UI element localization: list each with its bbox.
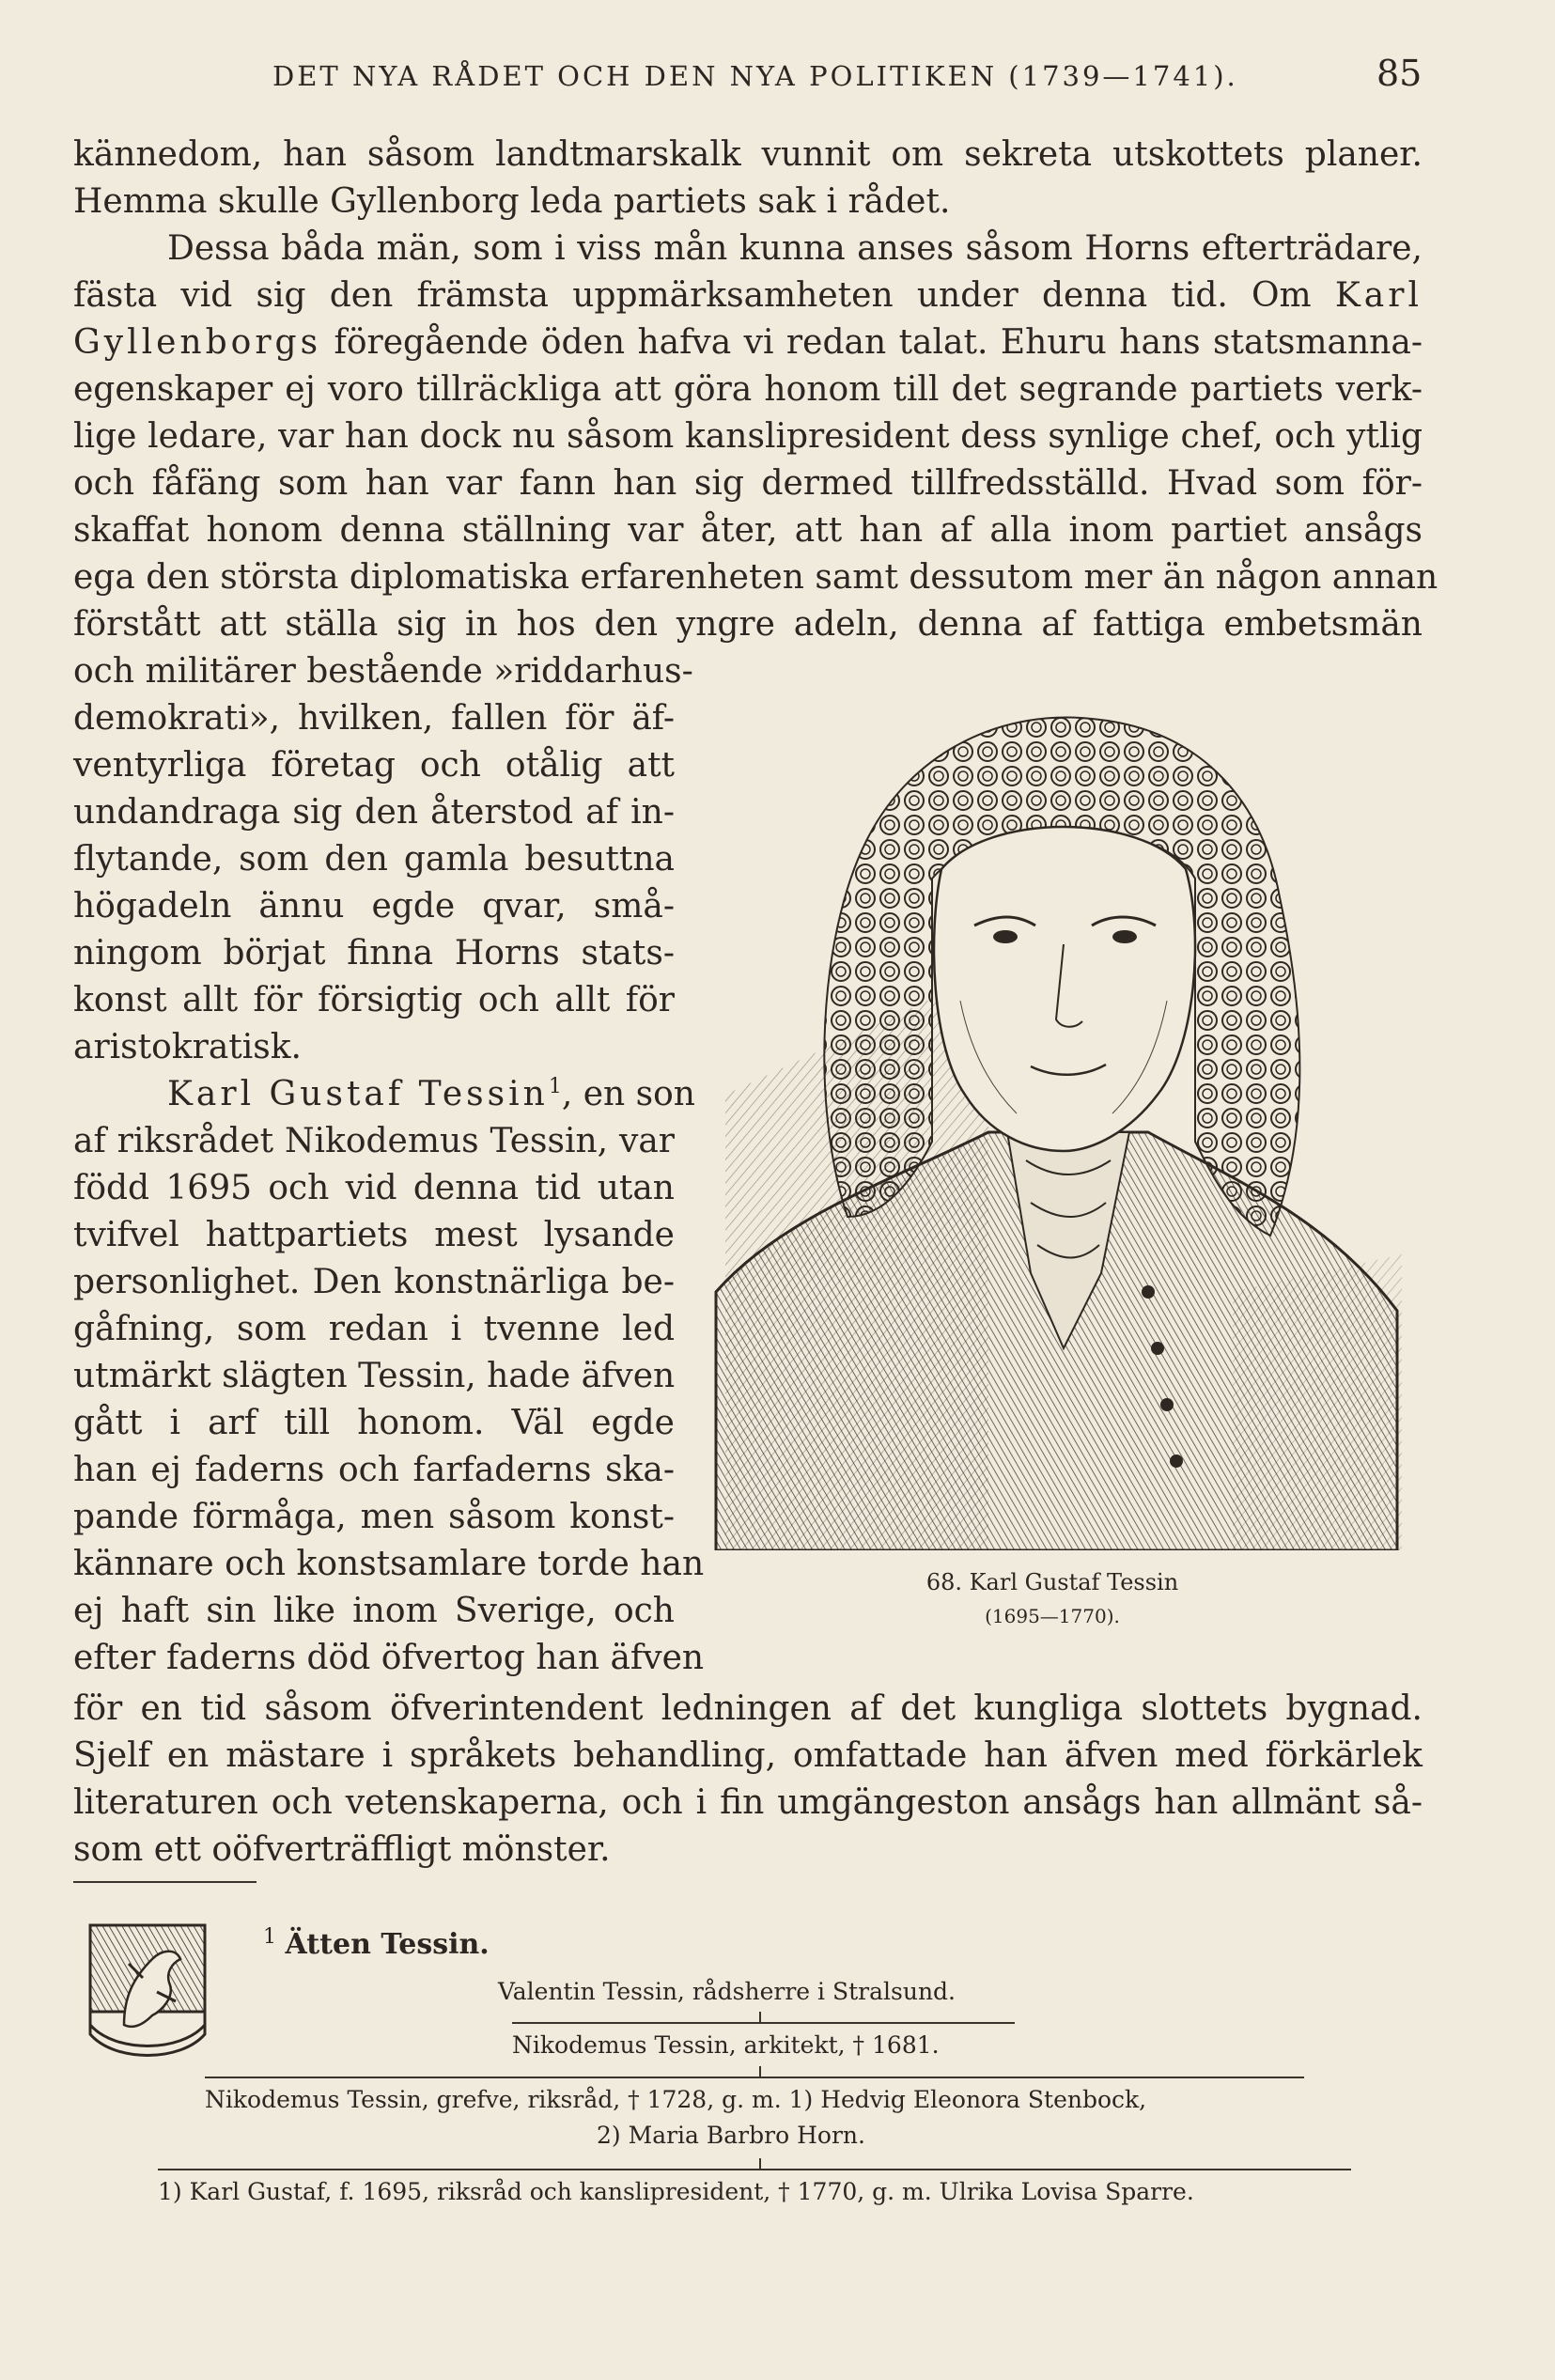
body-line: Hemma skulle Gyllenborg leda partiets sak i rådet. xyxy=(73,182,951,221)
narrow-line: undandraga sig den återstod af in- xyxy=(73,793,675,832)
narrow-line: ningom börjat finna Horns stats- xyxy=(73,934,675,972)
genealogy-tick xyxy=(759,2012,761,2023)
footnote-title-text: Ätten Tessin. xyxy=(285,1928,490,1961)
body-line: som ett oöfverträffligt mönster. xyxy=(73,1830,611,1869)
name-karl-gustaf-tessin: Karl Gustaf Tessin xyxy=(167,1075,549,1113)
narrow-line: och militärer bestående »riddarhus- xyxy=(73,652,693,691)
body-line: kännedom, han såsom landtmarskalk vunnit om sekreta utskottets planer. xyxy=(73,135,1423,174)
body-line: Dessa båda män, som i viss mån kunna anses såsom Horns efterträdare, xyxy=(167,229,1423,268)
portrait-engraving xyxy=(707,691,1407,1550)
genealogy-tick xyxy=(759,2158,761,2170)
footnote-separator xyxy=(73,1881,257,1883)
figure-caption-dates: (1695—1770). xyxy=(985,1605,1120,1627)
name-gyllenborgs: Gyllenborgs xyxy=(73,323,322,362)
body-line: Sjelf en mästare i språkets behandling, omfattade han äfven med förkärlek xyxy=(73,1736,1423,1775)
narrow-line: efter faderns död öfvertog han äfven xyxy=(73,1639,705,1677)
coat-of-arms-icon xyxy=(86,1921,209,2072)
genealogy-gen4: 1) Karl Gustaf, f. 1695, riksråd och kanslipresident, † 1770, g. m. Ulrika Lovisa Sparre. xyxy=(158,2178,1194,2205)
page-number: 85 xyxy=(1376,53,1423,94)
figure-caption: 68. Karl Gustaf Tessin xyxy=(925,1569,1179,1595)
narrow-line: ventyrliga företag och otålig att xyxy=(73,746,675,785)
genealogy-gen3b: 2) Maria Barbro Horn. xyxy=(597,2122,865,2149)
genealogy-gen1: Valentin Tessin, rådsherre i Stralsund. xyxy=(498,1978,956,2005)
narrow-line: högadeln ännu egde qvar, små- xyxy=(73,887,675,926)
narrow-line: han ej faderns och farfaderns ska- xyxy=(73,1451,675,1489)
genealogy-gen2: Nikodemus Tessin, arkitekt, † 1681. xyxy=(512,2031,940,2059)
footnote-title xyxy=(263,1925,490,1961)
footnote-ref: 1 xyxy=(548,1075,562,1098)
genealogy-rule xyxy=(512,2022,1015,2024)
narrow-line: flytande, som den gamla besuttna xyxy=(73,840,675,879)
narrow-line: pande förmåga, men såsom konst- xyxy=(73,1498,675,1536)
body-line: för en tid såsom öfverintendent ledningen af det kungliga slottets bygnad. xyxy=(73,1689,1423,1728)
narrow-line: af riksrådet Nikodemus Tessin, var xyxy=(73,1122,675,1160)
narrow-line xyxy=(167,1074,695,1115)
body-line: förstått att ställa sig in hos den yngre adeln, denna af fattiga embetsmän xyxy=(73,605,1423,644)
narrow-line: konst allt för försigtig och allt för xyxy=(73,981,675,1019)
body-line: literaturen och vetenskaperna, och i fin umgängeston ansågs han allmänt så- xyxy=(73,1783,1423,1822)
name-karl: Karl xyxy=(1334,276,1423,315)
narrow-line: aristokratisk. xyxy=(73,1028,302,1066)
body-line-text: fästa vid sig den främsta uppmärksamheten under denna tid. Om xyxy=(73,276,1312,315)
genealogy-rule xyxy=(158,2169,1351,2170)
genealogy-gen3a: Nikodemus Tessin, grefve, riksråd, † 1728, g. m. 1) Hedvig Eleonora Stenbock, xyxy=(205,2086,1147,2113)
genealogy-rule xyxy=(205,2077,1304,2078)
genealogy-tick xyxy=(759,2066,761,2077)
body-line: lige ledare, var han dock nu såsom kanslipresident dess synlige chef, och ytlig xyxy=(73,417,1423,456)
narrow-line: personlighet. Den konstnärliga be- xyxy=(73,1263,675,1301)
narrow-line: född 1695 och vid denna tid utan xyxy=(73,1169,675,1207)
body-line-text: föregående öden hafva vi redan talat. Ehuru hans statsmanna- xyxy=(334,323,1423,362)
narrow-line: gåfning, som redan i tvenne led xyxy=(73,1310,675,1348)
body-line xyxy=(73,322,1423,364)
narrow-line: kännare och konstsamlare torde han xyxy=(73,1545,705,1583)
footnote-marker: 1 xyxy=(263,1925,276,1949)
running-head: DET NYA RÅDET OCH DEN NYA POLITIKEN (1739—1741). xyxy=(272,60,1238,92)
body-line: egenskaper ej voro tillräckliga att göra honom till det segrande partiets verk- xyxy=(73,370,1423,409)
body-line: och fåfäng som han var fann han sig dermed tillfredsställd. Hvad som för- xyxy=(73,464,1423,503)
narrow-line-text: , en son xyxy=(561,1075,695,1113)
narrow-line: utmärkt slägten Tessin, hade äfven xyxy=(73,1357,676,1395)
narrow-line: ej haft sin like inom Sverige, och xyxy=(73,1592,675,1630)
body-line: skaffat honom denna ställning var åter, att han af alla inom partiet ansågs xyxy=(73,511,1423,550)
body-line: ega den största diplomatiska erfarenheten samt dessutom mer än någon annan xyxy=(73,558,1438,597)
narrow-line: demokrati», hvilken, fallen för äf- xyxy=(73,699,675,738)
narrow-line: gått i arf till honom. Väl egde xyxy=(73,1404,675,1442)
narrow-line: tvifvel hattpartiets mest lysande xyxy=(73,1216,675,1254)
body-line xyxy=(73,275,1423,317)
